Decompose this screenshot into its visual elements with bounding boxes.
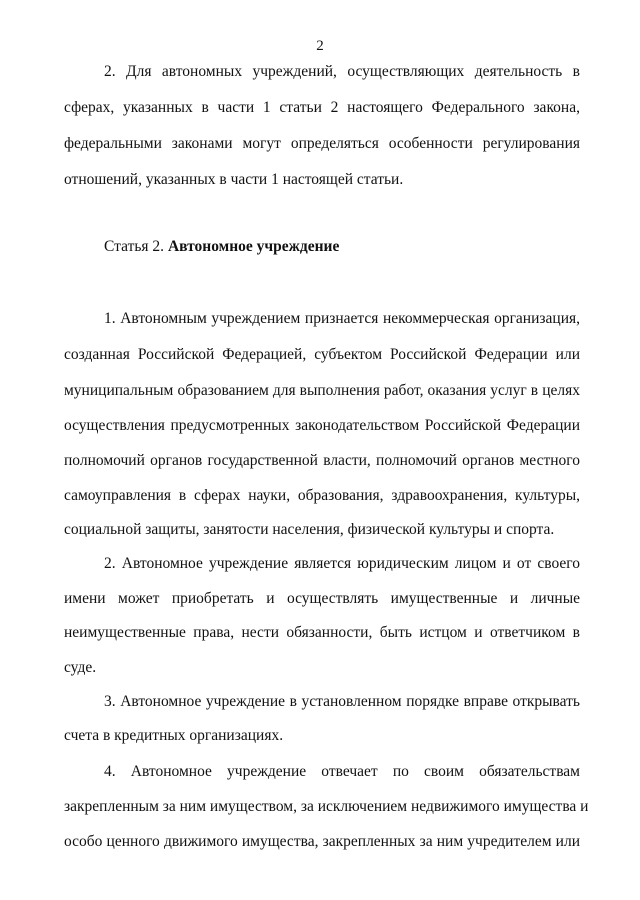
paragraph-line: 2. Для автономных учреждений, осуществляющих деятельность в <box>104 63 580 80</box>
paragraph-line: сферах, указанных в части 1 статьи 2 настоящего Федерального закона, <box>64 99 580 116</box>
article-number: Статья 2. <box>104 238 165 255</box>
paragraph-line: созданная Российской Федерацией, субъектом Российской Федерации или <box>64 346 580 363</box>
paragraph-line: суде. <box>64 659 97 676</box>
paragraph-line: особо ценного движимого имущества, закрепленных за ним учредителем или <box>64 833 580 850</box>
paragraph-line: 3. Автономное учреждение в установленном порядке вправе открывать <box>104 693 580 710</box>
paragraph-line: полномочий органов государственной власти, полномочий органов местного <box>64 452 580 469</box>
paragraph-line: федеральными законами могут определяться особенности регулирования <box>64 135 580 152</box>
paragraph-line: отношений, указанных в части 1 настоящей статьи. <box>64 171 404 188</box>
paragraph-line: социальной защиты, занятости населения, физической культуры и спорта. <box>64 521 555 538</box>
paragraph-line: муниципальным образованием для выполнения работ, оказания услуг в целях <box>64 382 580 399</box>
paragraph-line: 1. Автономным учреждением признается некоммерческая организация, <box>104 310 580 327</box>
paragraph-line: счета в кредитных организациях. <box>64 727 284 744</box>
paragraph-line: 2. Автономное учреждение является юридическим лицом и от своего <box>104 555 580 572</box>
paragraph-line: неимущественные права, нести обязанности, быть истцом и ответчиком в <box>64 624 580 641</box>
article-title: Автономное учреждение <box>167 238 340 255</box>
article-heading <box>104 237 339 257</box>
paragraph-line: 4. Автономное учреждение отвечает по своим обязательствам <box>104 763 580 780</box>
paragraph-line: осуществления предусмотренных законодательством Российской Федерации <box>64 417 580 434</box>
page-number: 2 <box>316 38 324 54</box>
paragraph-line: самоуправления в сферах науки, образования, здравоохранения, культуры, <box>64 487 580 504</box>
paragraph-line: имени может приобретать и осуществлять имущественные и личные <box>64 590 580 607</box>
paragraph-line: закрепленным за ним имуществом, за исключением недвижимого имущества и <box>64 798 589 815</box>
